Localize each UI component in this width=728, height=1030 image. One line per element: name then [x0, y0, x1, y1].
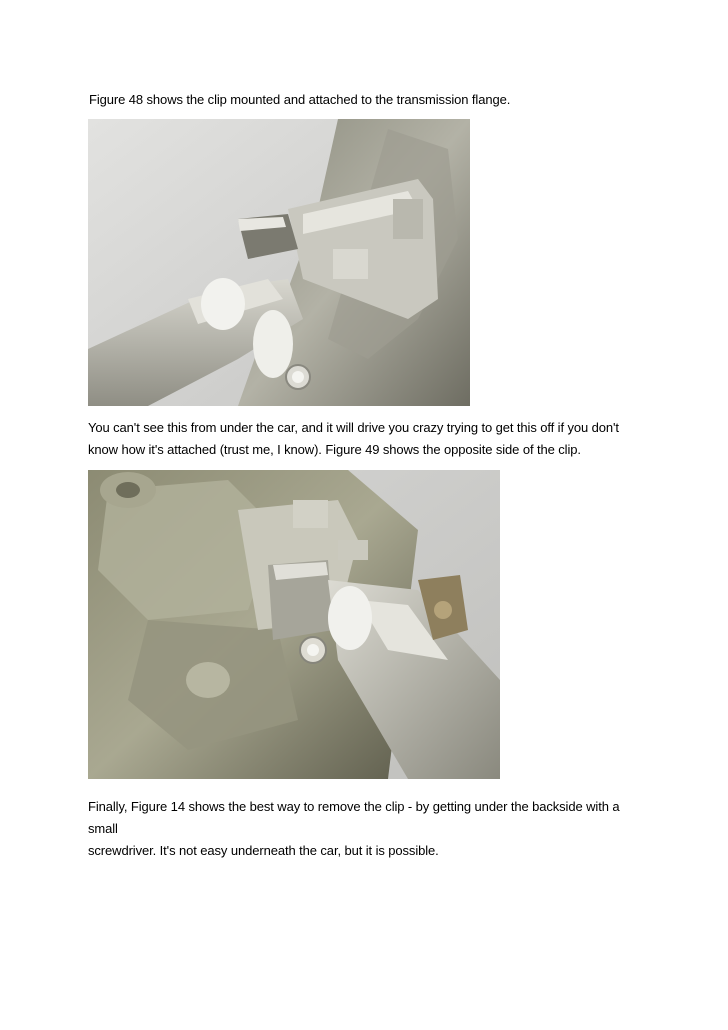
paragraph-1-text: Figure 48 shows the clip mounted and attached to the transmission flange. [89, 92, 511, 107]
paragraph-2 [88, 417, 648, 461]
paragraph-2-line-2: know how it's attached (trust me, I know). Figure 49 shows the opposite side of the clip. [88, 442, 581, 457]
photo-figure-49-opposite-side-of-clip [88, 470, 500, 779]
figure-49-illustration [88, 470, 500, 779]
figure-48-illustration [88, 119, 470, 406]
paragraph-3-line-1: Finally, Figure 14 shows the best way to remove the clip - by getting under the backside with a small [88, 799, 620, 836]
caption-figure-48 [89, 89, 649, 111]
paragraph-2-line-1: You can't see this from under the car, and it will drive you crazy trying to get this off if you don't [88, 420, 619, 435]
paragraph-3-line-2: screwdriver. It's not easy underneath the car, but it is possible. [88, 843, 439, 858]
photo-figure-48-clip-on-transmission-flange [88, 119, 470, 406]
paragraph-3 [88, 796, 648, 862]
